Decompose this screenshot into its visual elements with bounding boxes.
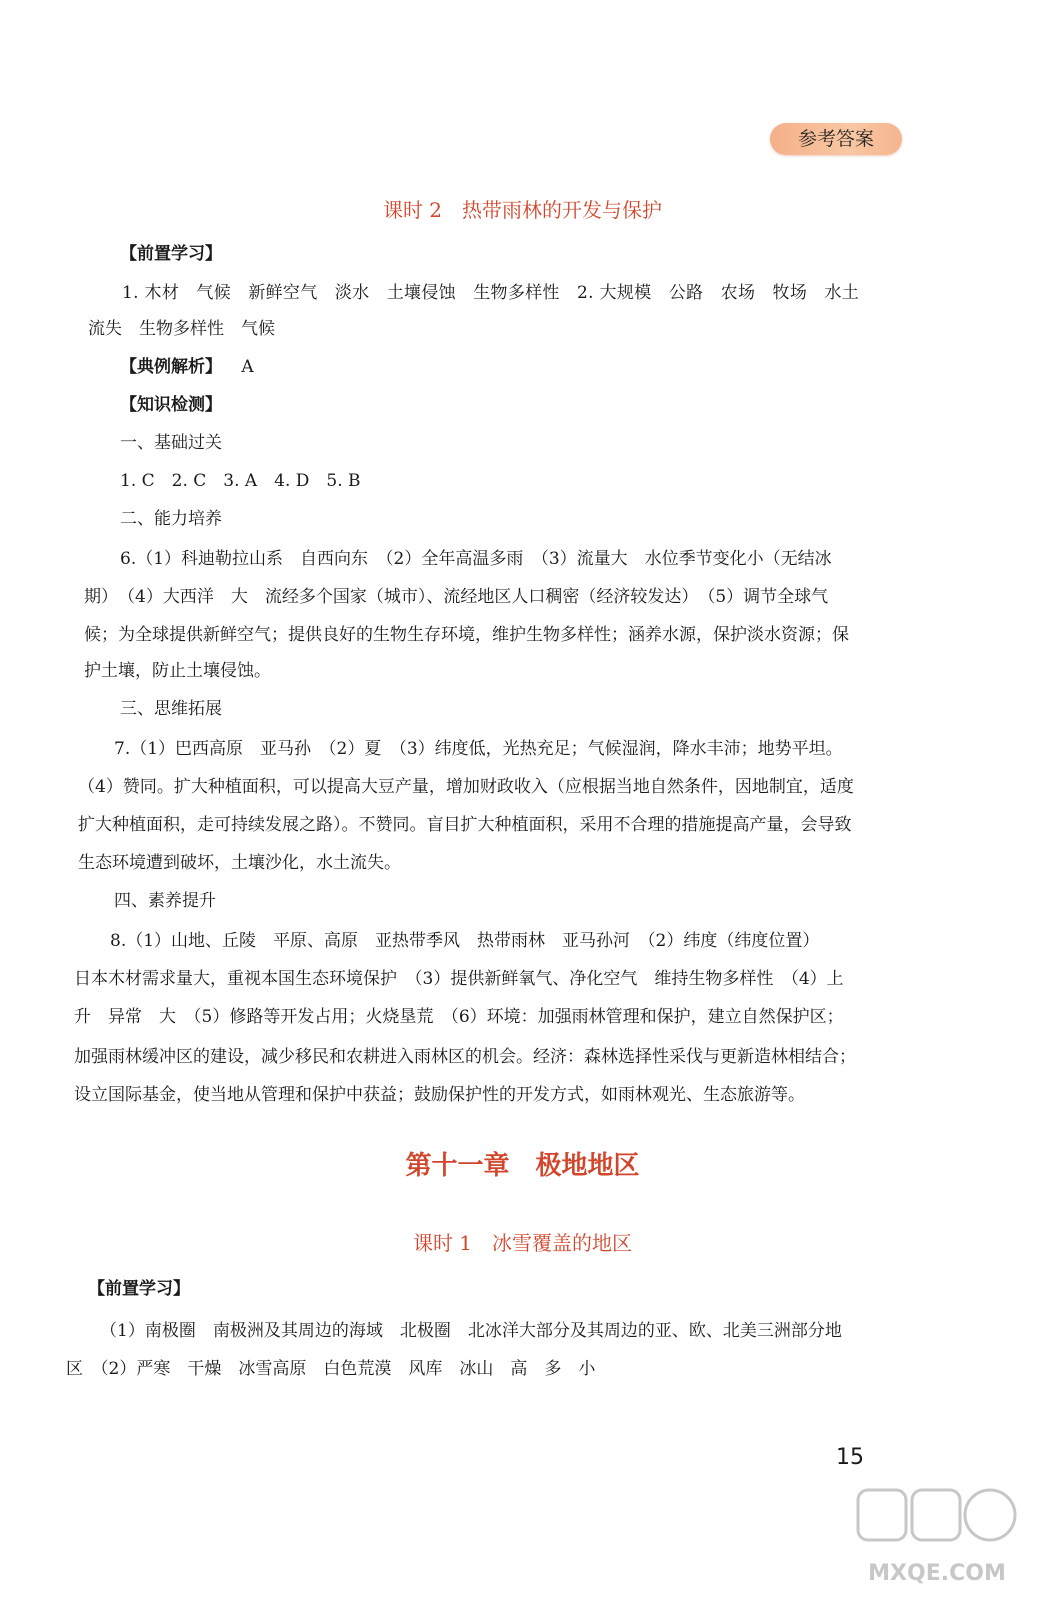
part-1-title: 一、基础过关	[120, 433, 222, 453]
q6-line-2: 期） （4）大西洋 大 流经多个国家（城市）、流经地区人口稠密（经济较发达） （5）调节全球气	[84, 587, 829, 607]
q8-line-4: 加强雨林缓冲区的建设，减少移民和农耕进入雨林区的机会。经济：森林选择性采伐与更新造林相结合；	[74, 1047, 856, 1067]
lesson-2-title: 课时 2 热带雨林的开发与保护	[382, 198, 663, 222]
watermark-text: MXQE.COM	[868, 1561, 1006, 1586]
part-4-title: 四、素养提升	[114, 891, 216, 911]
site-watermark-logo	[852, 1484, 1022, 1594]
q6-line-3: 候；为全球提供新鲜空气；提供良好的生物生存环境，维护生物多样性；涵养水源，保护淡水资源；保	[84, 625, 849, 645]
q8-line-3: 升 异常 大 （5）修路等开发占用；火烧垦荒 （6）环境：加强雨林管理和保护，建立自然保护区；	[74, 1007, 844, 1027]
example-analysis-label: 【典例解析】	[120, 357, 222, 377]
pre-study-2-line-2: 区 （2）严寒 干燥 冰雪高原 白色荒漠 风库 冰山 高 多 小	[66, 1359, 596, 1379]
part-3-title: 三、思维拓展	[120, 699, 222, 719]
q8-line-1: 8.（1）山地、丘陵 平原、高原 亚热带季风 热带雨林 亚马孙河 （2）纬度（纬度位置）	[110, 931, 820, 951]
chapter-11-title: 第十一章 极地地区	[405, 1151, 640, 1181]
example-analysis-answer: A	[241, 357, 254, 377]
pre-study-line-2: 流失 生物多样性 气候	[88, 319, 275, 339]
page-number: 15	[836, 1445, 864, 1470]
pre-study-2-line-1: （1）南极圈 南极洲及其周边的海域 北极圈 北冰洋大部分及其周边的亚、欧、北美三洲部分地	[100, 1321, 842, 1341]
knowledge-check-label: 【知识检测】	[120, 395, 222, 415]
q7-line-3: 扩大种植面积，走可持续发展之路）。不赞同。盲目扩大种植面积，采用不合理的措施提高产量，会导致	[78, 815, 852, 835]
pre-study-line-1: 1. 木材 气候 新鲜空气 淡水 土壤侵蚀 生物多样性 2. 大规模 公路 农场 牧场 水土	[122, 283, 860, 303]
q6-line-4: 护土壤，防止土壤侵蚀。	[84, 661, 271, 681]
part-2-title: 二、能力培养	[120, 509, 222, 529]
example-analysis	[120, 356, 254, 378]
answer-key-badge: 参考答案	[770, 123, 902, 155]
q8-line-2: 日本木材需求量大，重视本国生态环境保护 （3）提供新鲜氧气、净化空气 维持生物多样性 （4）上	[74, 969, 844, 989]
part-1-answers: 1. C 2. C 3. A 4. D 5. B	[120, 471, 361, 491]
pre-study-label-2: 【前置学习】	[88, 1279, 190, 1299]
q7-line-1: 7.（1）巴西高原 亚马孙 （2）夏 （3）纬度低，光热充足；气候湿润，降水丰沛；地势平坦。	[114, 739, 843, 759]
q7-line-4: 生态环境遭到破坏，土壤沙化，水土流失。	[78, 853, 401, 873]
pre-study-label: 【前置学习】	[120, 244, 222, 264]
q6-line-1: 6.（1）科迪勒拉山系 自西向东 （2）全年高温多雨 （3）流量大 水位季节变化小（无结冰	[120, 549, 832, 569]
q7-line-2: （4）赞同。扩大种植面积，可以提高大豆产量，增加财政收入（应根据当地自然条件，因地制宜，适度	[78, 777, 854, 797]
lesson-1-title: 课时 1 冰雪覆盖的地区	[412, 1231, 633, 1255]
q8-line-5: 设立国际基金，使当地从管理和保护中获益；鼓励保护性的开发方式，如雨林观光、生态旅游等。	[74, 1085, 805, 1105]
